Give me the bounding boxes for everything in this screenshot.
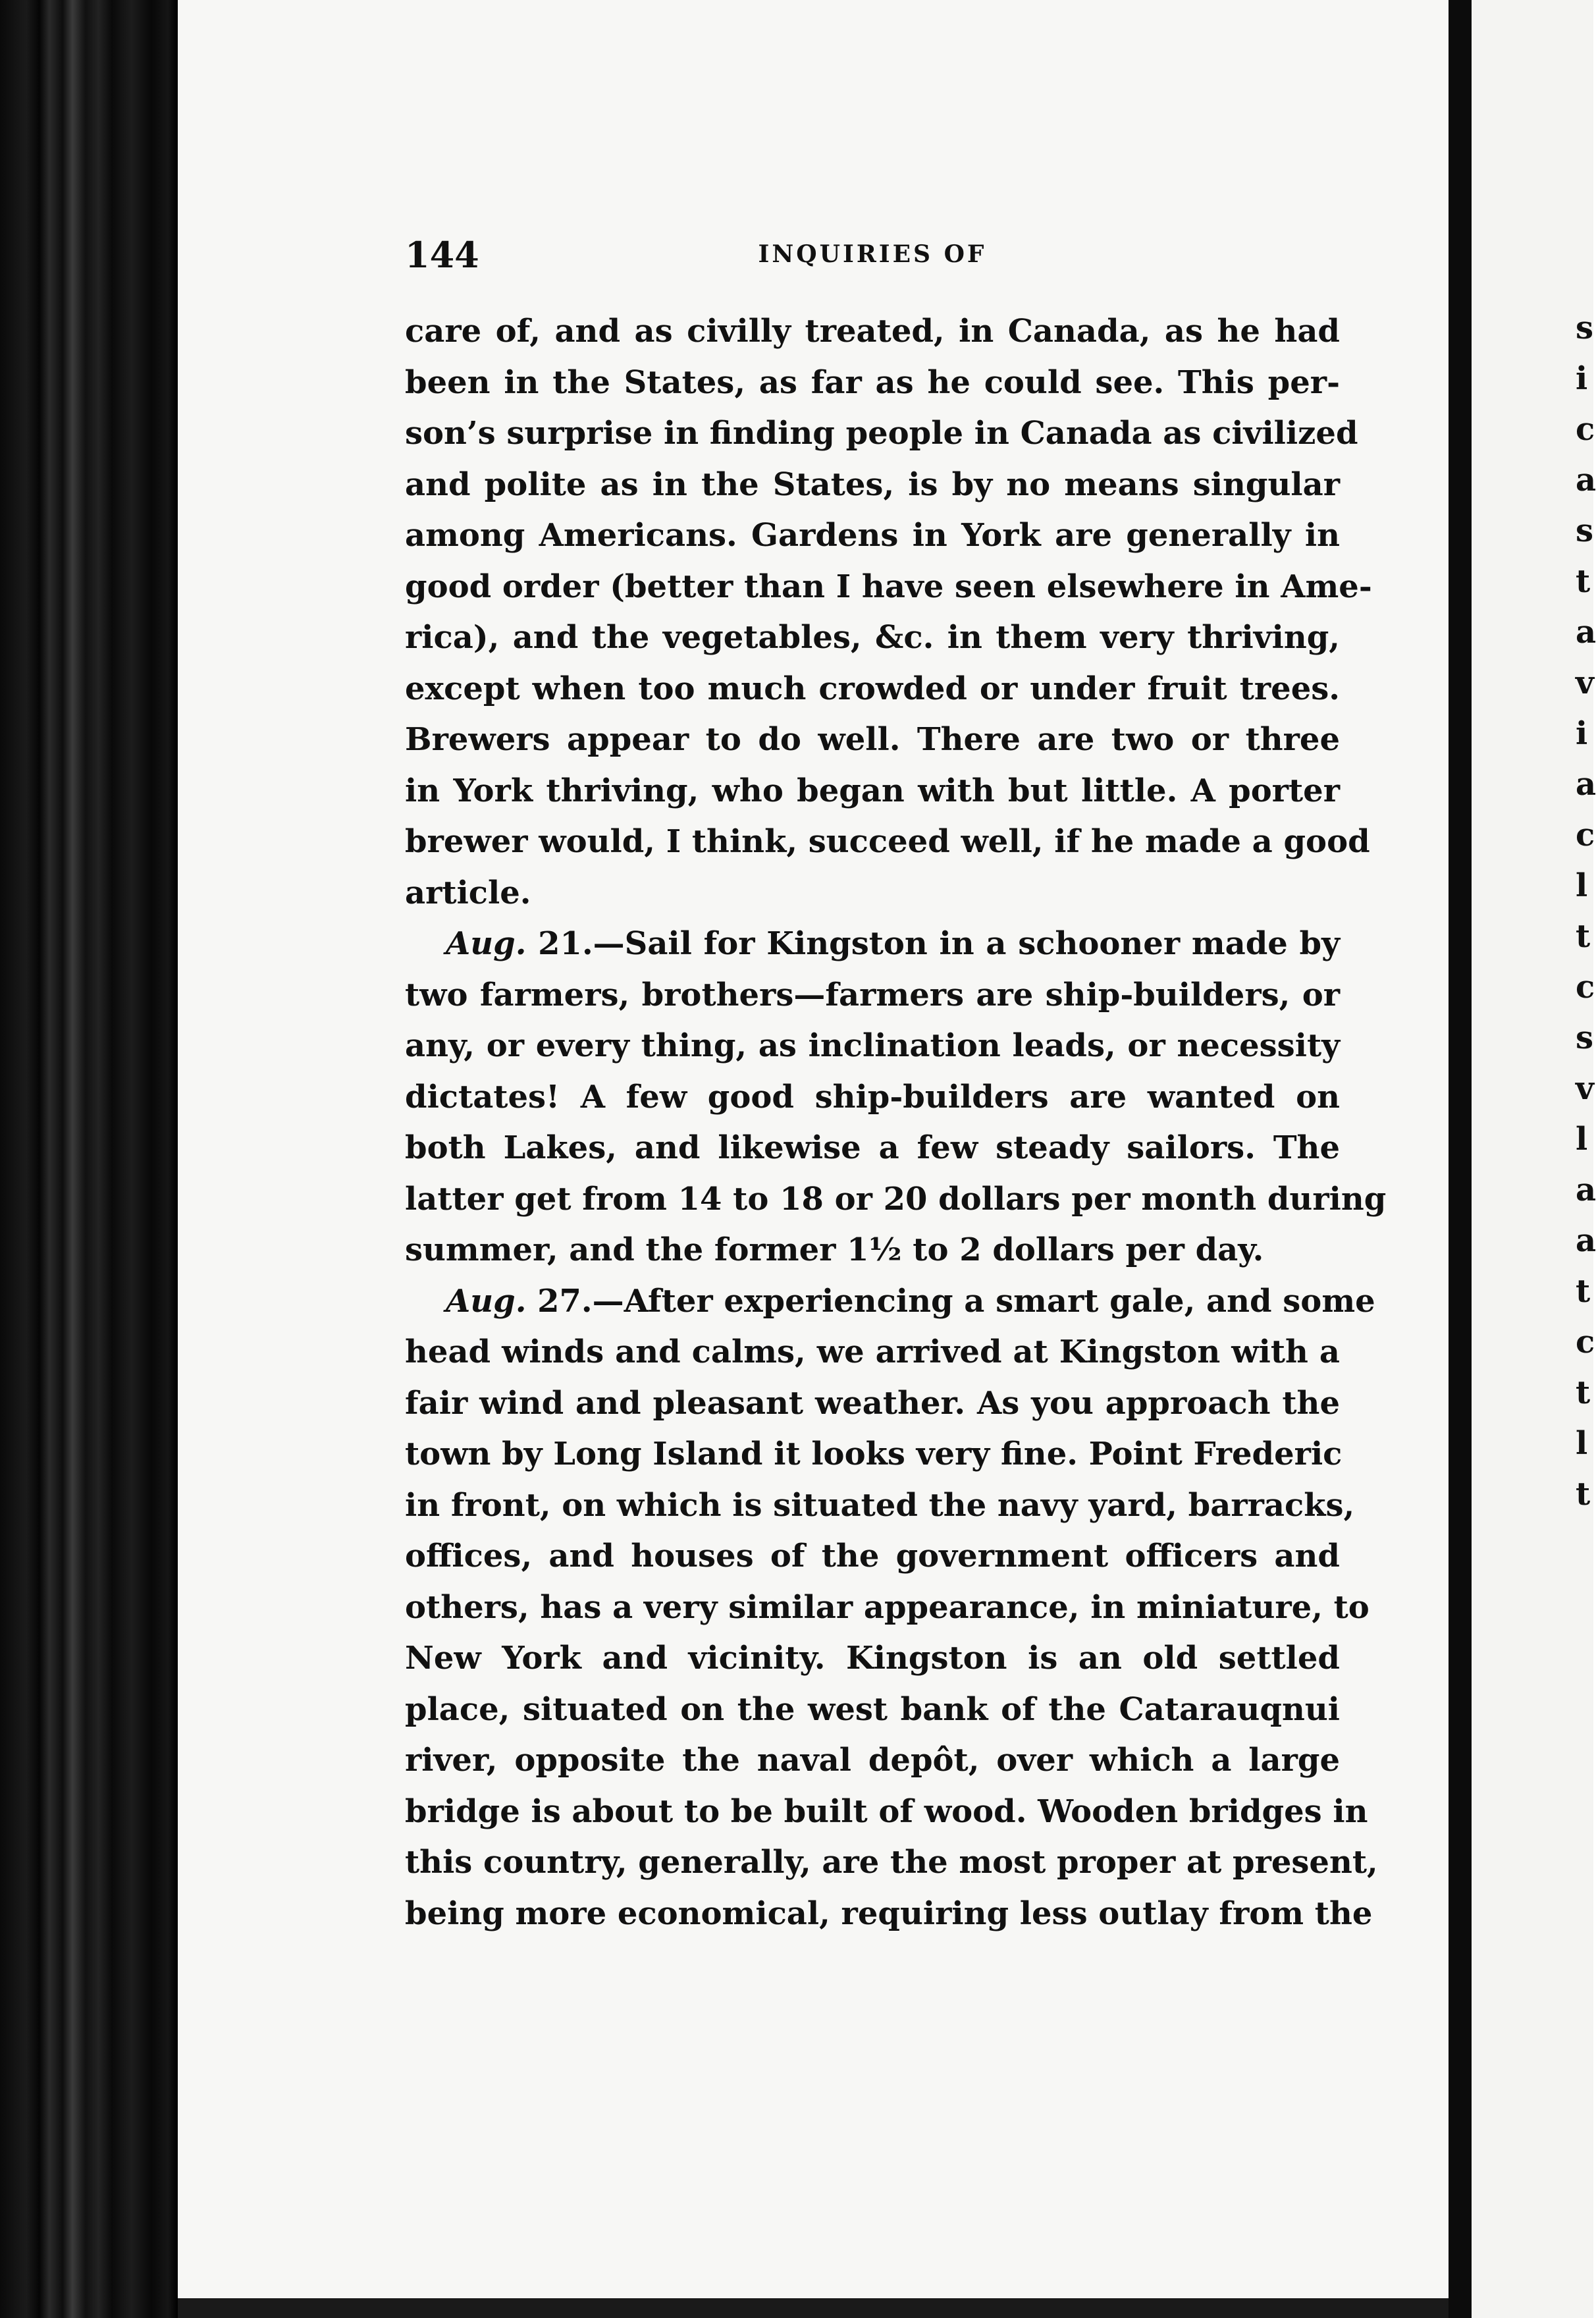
text-line: among Americans. Gardens in York are generally in (405, 517, 1340, 554)
bottom-edge (178, 2298, 1449, 2318)
text-line: New York and vicinity. Kingston is an old settled (405, 1640, 1340, 1677)
text-line: Aug. 21.—Sail for Kingston in a schooner made by (446, 925, 1340, 962)
facing-page-letter: l (1576, 1121, 1588, 1158)
text-line: dictates! A few good ship-builders are wanted on (405, 1078, 1340, 1116)
text-line: this country, generally, are the most proper at present, (405, 1844, 1378, 1881)
text-line: in front, on which is situated the navy yard, barracks, (405, 1486, 1355, 1524)
facing-page-letter: a (1576, 1172, 1596, 1208)
text-line: except when too much crowded or under fruit trees. (405, 670, 1340, 707)
text-line: and polite as in the States, is by no means singular (405, 466, 1340, 503)
facing-page-letter: t (1576, 1273, 1591, 1310)
facing-page-letter: c (1576, 817, 1595, 853)
facing-page-letter: v (1576, 1070, 1594, 1107)
page-number: 144 (405, 234, 479, 276)
date-abbrev: Aug. (446, 1282, 527, 1320)
text-line: in York thriving, who began with but little. A porter (405, 772, 1340, 809)
facing-page-letter: c (1576, 969, 1595, 1006)
facing-page-letter: l (1576, 1425, 1588, 1462)
text-line: brewer would, I think, succeed well, if he made a good (405, 823, 1370, 860)
text-line: head winds and calms, we arrived at Kingston with a (405, 1334, 1340, 1370)
facing-page-letter: c (1576, 1324, 1595, 1361)
text-line: two farmers, brothers—farmers are ship-builders, or (405, 976, 1340, 1013)
facing-page-letter: a (1576, 766, 1596, 803)
facing-page-letter: l (1576, 867, 1588, 904)
facing-page-letter: c (1576, 411, 1595, 448)
text-line: article. (405, 874, 531, 911)
text-line: been in the States, as far as he could see. This per- (405, 364, 1340, 401)
text-line: others, has a very similar appearance, in miniature, to (405, 1588, 1370, 1626)
text-line: place, situated on the west bank of the Catarauqnui (405, 1690, 1340, 1728)
text-line: river, opposite the naval depôt, over which a large (405, 1742, 1340, 1779)
text-line: both Lakes, and likewise a few steady sailors. The (405, 1129, 1340, 1166)
facing-page-letter: a (1576, 462, 1596, 499)
book-binding-edge (0, 0, 178, 2318)
facing-page-letter: s (1576, 1019, 1594, 1056)
page-gutter (1449, 0, 1472, 2318)
facing-page-letter: a (1576, 1222, 1596, 1259)
facing-page-letter: t (1576, 563, 1591, 600)
facing-page-letter: t (1576, 1374, 1591, 1411)
text-line: latter get from 14 to 18 or 20 dollars per month during (405, 1180, 1387, 1218)
text-line: being more economical, requiring less outlay from the (405, 1895, 1373, 1932)
facing-page-letter: i (1576, 715, 1588, 752)
text-line: son’s surprise in finding people in Canada as civilized (405, 415, 1358, 452)
text-line: Aug. 27.—After experiencing a smart gale, and some (446, 1282, 1375, 1320)
date-abbrev: Aug. (446, 925, 527, 962)
facing-page-letter: v (1576, 664, 1594, 701)
facing-page-edge (1472, 0, 1596, 2318)
text-line: fair wind and pleasant weather. As you approach the (405, 1384, 1340, 1422)
running-head: INQUIRIES OF (758, 240, 987, 268)
facing-page-letter: t (1576, 918, 1591, 955)
text-line: care of, and as civilly treated, in Canada, as he had (405, 313, 1340, 350)
facing-page-letter: s (1576, 512, 1594, 549)
facing-page-letter: i (1576, 360, 1588, 397)
text-line: any, or every thing, as inclination leads, or necessity (405, 1027, 1340, 1064)
facing-page-letter: t (1576, 1476, 1591, 1513)
page-header (405, 234, 1340, 280)
text-line: offices, and houses of the government officers and (405, 1538, 1340, 1575)
text-line: Brewers appear to do well. There are two or three (405, 721, 1340, 758)
facing-page-letter: a (1576, 614, 1596, 651)
text-line: good order (better than I have seen elsewhere in Ame- (405, 568, 1372, 605)
text-line: summer, and the former 1½ to 2 dollars per day. (405, 1231, 1264, 1268)
text-line: bridge is about to be built of wood. Wooden bridges in (405, 1792, 1368, 1830)
text-line: town by Long Island it looks very fine. Point Frederic (405, 1436, 1343, 1472)
body-text (405, 306, 1387, 1939)
facing-page-letter: s (1576, 310, 1594, 346)
text-line: rica), and the vegetables, &c. in them very thriving, (405, 619, 1340, 656)
